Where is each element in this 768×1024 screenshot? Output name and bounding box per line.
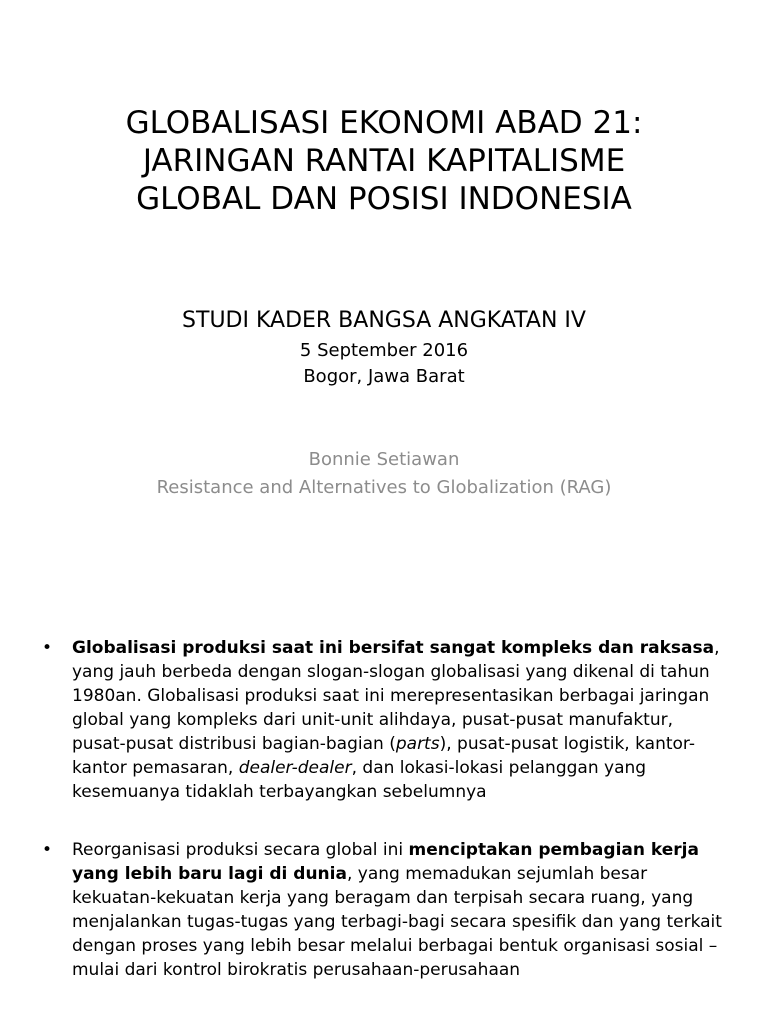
bullet-1-italic-a: parts bbox=[395, 734, 440, 754]
bullet-item-globalisasi-produksi bbox=[40, 636, 730, 804]
title-line-3: GLOBAL DAN POSISI INDONESIA bbox=[136, 181, 632, 217]
bullet-1-text-b: ), pusat-pusat logistik, kantor-kantor pemasaran, bbox=[72, 734, 695, 778]
bullet-1-italic-b: dealer-dealer bbox=[238, 758, 352, 778]
presentation-title bbox=[40, 104, 728, 218]
bullet-2-text-b: , yang memadukan sejumlah besar kekuatan-kekuatan kerja yang beragam dan terpisah secara ruang, yang menjalankan tugas-tugas yang terbagi-bagi secara spesifik dan yang terkait dengan proses yang lebih besar melalui berbagai bentuk organisasi sosial – mulai dari kontrol birokratis perusahaan-perusahaan bbox=[72, 864, 722, 980]
bullet-2-bold-text: menciptakan pembagian kerja yang lebih baru lagi di dunia bbox=[72, 840, 699, 884]
event-place: Bogor, Jawa Barat bbox=[303, 366, 465, 387]
bullet-1-bold-text: Globalisasi produksi saat ini bersifat sangat kompleks dan raksasa bbox=[72, 638, 715, 658]
bullet-dot-icon: • bbox=[42, 638, 53, 658]
title-line-2: JARINGAN RANTAI KAPITALISME bbox=[142, 143, 626, 179]
author-name: Bonnie Setiawan bbox=[308, 449, 460, 470]
bullet-1-text-a: , yang jauh berbeda dengan slogan-slogan globalisasi yang dikenal di tahun 1980an. Globalisasi produksi saat ini merepresentasikan berbagai jaringan global yang kompleks dari unit-unit alihdaya, pusat-pusat manufaktur, pusat-pusat distribusi bagian-bagian ( bbox=[72, 638, 720, 754]
bullet-list bbox=[40, 636, 730, 1016]
event-name: STUDI KADER BANGSA ANGKATAN IV bbox=[182, 308, 586, 333]
event-date: 5 September 2016 bbox=[299, 340, 469, 361]
bullet-dot-icon: • bbox=[42, 840, 53, 860]
bullet-1-text-c: , dan lokasi-lokasi pelanggan yang kesemuanya tidaklah terbayangkan sebelumnya bbox=[72, 758, 647, 802]
author-organization: Resistance and Alternatives to Globalization (RAG) bbox=[156, 477, 612, 498]
bullet-item-reorganisasi-produksi bbox=[40, 838, 730, 982]
bullet-2-text-a: Reorganisasi produksi secara global ini bbox=[72, 840, 409, 860]
title-line-1: GLOBALISASI EKONOMI ABAD 21: bbox=[125, 105, 643, 141]
content-slide bbox=[0, 576, 768, 1024]
